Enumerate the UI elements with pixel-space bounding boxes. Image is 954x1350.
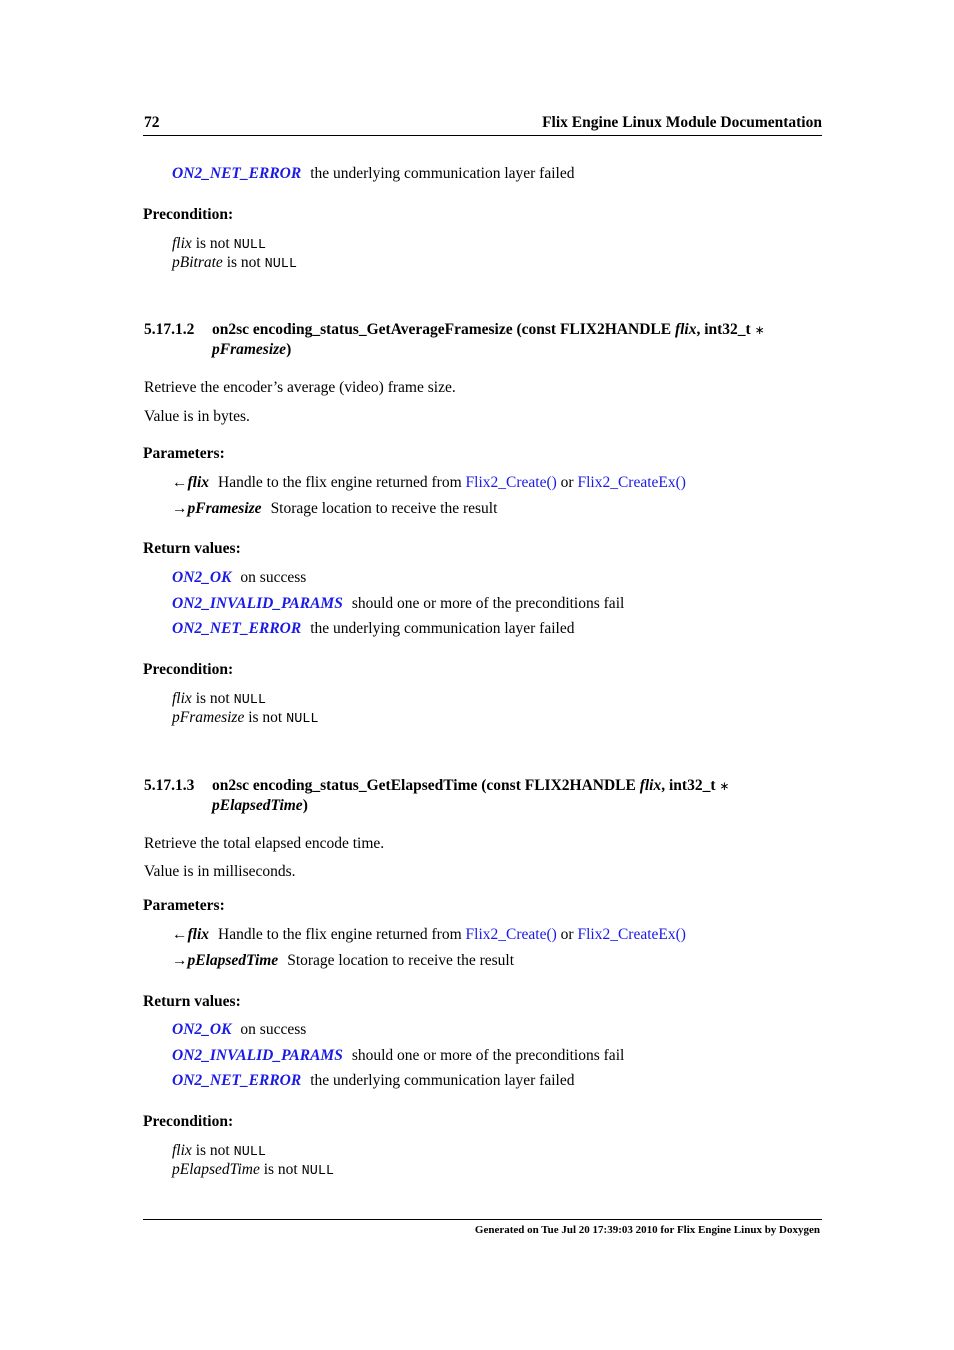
retval-link[interactable]: ON2_INVALID_PARAMS	[172, 595, 343, 612]
section-description: Value is in milliseconds.	[144, 863, 296, 880]
retval-link[interactable]: ON2_NET_ERROR	[172, 620, 302, 637]
arrow-left-icon: ←	[172, 926, 188, 943]
arrow-right-icon: →	[172, 500, 188, 517]
retval-link[interactable]: ON2_INVALID_PARAMS	[172, 1047, 343, 1064]
retval-row: ON2_NET_ERROR the underlying communication layer failed	[172, 620, 575, 637]
retval-link[interactable]: ON2_NET_ERROR	[172, 165, 302, 182]
retval-row: ON2_OK on success	[172, 1021, 307, 1038]
footer-text: Generated on Tue Jul 20 17:39:03 2010 for Flix Engine Linux by Doxygen	[474, 1224, 820, 1236]
precondition-heading: Precondition:	[143, 206, 234, 223]
flix2-create-link[interactable]: Flix2_Create()	[465, 474, 557, 491]
precondition-line: pFramesize is not NULL	[172, 709, 319, 727]
param-name: flix	[187, 926, 210, 943]
param-row: →pFramesize Storage location to receive the result	[172, 500, 498, 517]
retval-link[interactable]: ON2_NET_ERROR	[172, 1072, 302, 1089]
retval-link[interactable]: ON2_OK	[172, 569, 232, 586]
retval-row: ON2_NET_ERROR the underlying communication layer failed	[172, 1072, 575, 1089]
section-number: 5.17.1.3	[144, 777, 195, 794]
page-number: 72	[144, 114, 160, 131]
flix2-createex-link[interactable]: Flix2_CreateEx()	[577, 926, 686, 943]
flix2-create-link[interactable]: Flix2_Create()	[465, 926, 557, 943]
precondition-line: pElapsedTime is not NULL	[172, 1161, 335, 1179]
section-description: Value is in bytes.	[144, 408, 250, 425]
retval-row: ON2_INVALID_PARAMS should one or more of the preconditions fail	[172, 595, 625, 612]
arrow-left-icon: ←	[172, 474, 188, 491]
precondition-line: flix is not NULL	[172, 690, 266, 708]
top-retval-row	[172, 165, 574, 183]
section-signature-cont: pFramesize)	[212, 341, 292, 358]
section-signature: on2sc encoding_status_GetElapsedTime (const FLIX2HANDLE flix, int32_t ∗	[212, 777, 730, 794]
param-name: pFramesize	[187, 500, 262, 517]
precondition-line: pBitrate is not NULL	[172, 254, 297, 272]
param-row: ←flix Handle to the flix engine returned from Flix2_Create() or Flix2_CreateEx()	[172, 926, 686, 943]
footer-rule	[143, 1219, 822, 1220]
section-signature: on2sc encoding_status_GetAverageFramesize (const FLIX2HANDLE flix, int32_t ∗	[212, 321, 765, 338]
param-row: ←flix Handle to the flix engine returned from Flix2_Create() or Flix2_CreateEx()	[172, 474, 686, 491]
param-name: pElapsedTime	[187, 952, 279, 969]
param-row: →pElapsedTime Storage location to receive the result	[172, 952, 515, 969]
precondition-line: flix is not NULL	[172, 235, 266, 253]
running-title: Flix Engine Linux Module Documentation	[542, 114, 822, 131]
return-values-heading: Return values:	[143, 993, 241, 1010]
precondition-heading: Precondition:	[143, 661, 234, 678]
retval-desc: the underlying communication layer failed	[310, 165, 575, 182]
flix2-createex-link[interactable]: Flix2_CreateEx()	[577, 474, 686, 491]
precondition-line: flix is not NULL	[172, 1142, 266, 1160]
section-number: 5.17.1.2	[144, 321, 195, 338]
retval-row: ON2_OK on success	[172, 569, 307, 586]
retval-link[interactable]: ON2_OK	[172, 1021, 232, 1038]
section-signature-cont: pElapsedTime)	[212, 797, 308, 814]
retval-row: ON2_INVALID_PARAMS should one or more of the preconditions fail	[172, 1047, 625, 1064]
arrow-right-icon: →	[172, 952, 188, 969]
header-rule	[143, 135, 822, 136]
parameters-heading: Parameters:	[143, 445, 225, 462]
section-description: Retrieve the total elapsed encode time.	[144, 835, 385, 852]
precondition-heading: Precondition:	[143, 1113, 234, 1130]
section-description: Retrieve the encoder’s average (video) frame size.	[144, 379, 456, 396]
parameters-heading: Parameters:	[143, 897, 225, 914]
return-values-heading: Return values:	[143, 540, 241, 557]
param-name: flix	[187, 474, 210, 491]
